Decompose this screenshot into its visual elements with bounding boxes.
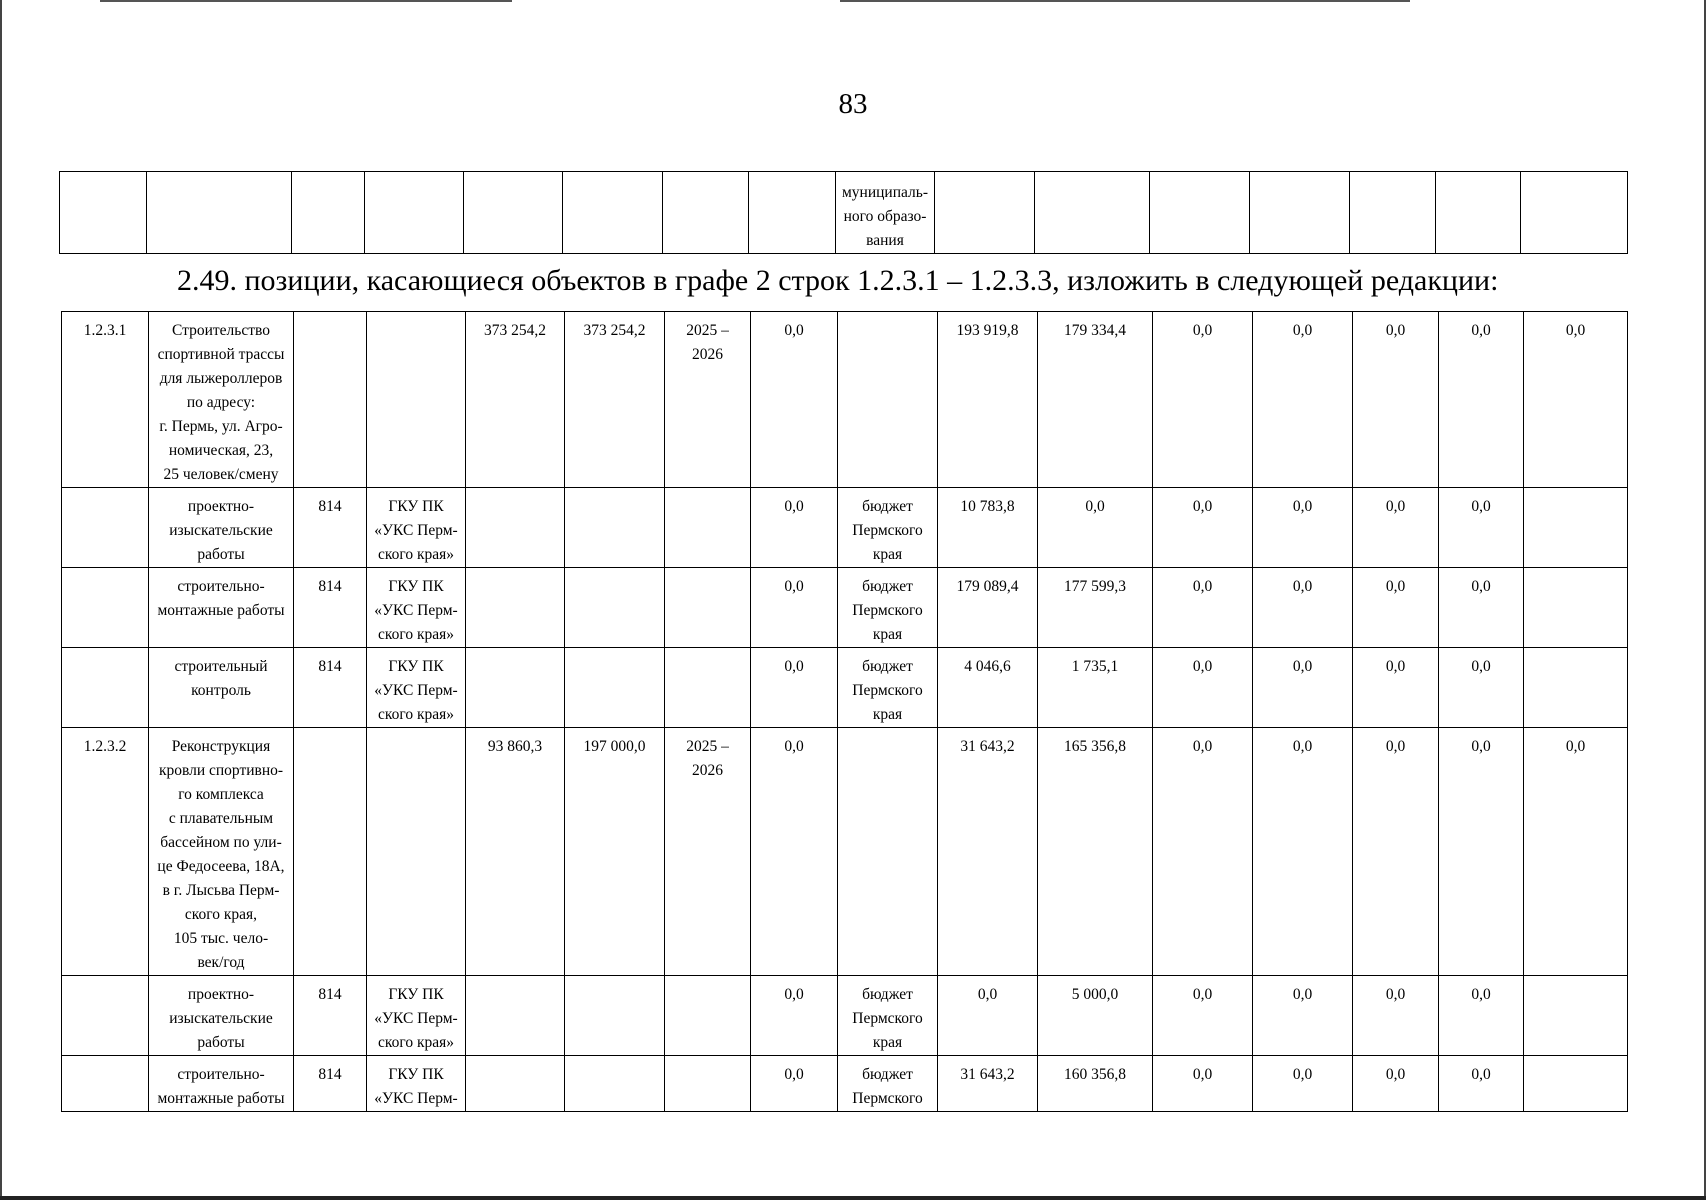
amount-2028-cell: 0,0 xyxy=(1253,728,1353,976)
funding-source-cell: бюджет Пермского xyxy=(838,1056,938,1112)
amount-2030-cell: 0,0 xyxy=(1439,488,1524,568)
object-name-cell: строительно- монтажные работы xyxy=(149,568,294,648)
table-row xyxy=(62,728,1628,976)
object-name-cell: проектно- изыскательские работы xyxy=(149,488,294,568)
row-number-cell xyxy=(62,648,149,728)
table-cell xyxy=(60,172,147,254)
amount-2030-cell: 0,0 xyxy=(1439,1056,1524,1112)
period-cell xyxy=(665,976,751,1056)
table-cell xyxy=(935,172,1035,254)
table-cell xyxy=(292,172,365,254)
amount-2026-cell: 0,0 xyxy=(1038,488,1153,568)
prior-years-amount-cell: 0,0 xyxy=(751,976,838,1056)
amount-2027-cell: 0,0 xyxy=(1153,568,1253,648)
amount-2028-cell: 0,0 xyxy=(1253,1056,1353,1112)
table-cell xyxy=(1035,172,1150,254)
amount-2027-cell: 0,0 xyxy=(1153,976,1253,1056)
estimated-cost-cell xyxy=(466,1056,565,1112)
amount-2029-cell: 0,0 xyxy=(1353,728,1439,976)
object-name-cell: проектно- изыскательские работы xyxy=(149,976,294,1056)
amount-2027-cell: 0,0 xyxy=(1153,648,1253,728)
admin-code-cell xyxy=(294,312,367,488)
funding-source-cell xyxy=(838,728,938,976)
funding-source-cell: бюджет Пермского края xyxy=(838,648,938,728)
estimated-cost-cell xyxy=(466,976,565,1056)
admin-code-cell xyxy=(294,728,367,976)
table-cell xyxy=(1436,172,1521,254)
row-number-cell xyxy=(62,488,149,568)
amount-2025-cell: 193 919,8 xyxy=(938,312,1038,488)
table-row xyxy=(62,568,1628,648)
amendment-instruction: 2.49. позиции, касающиеся объектов в графе 2 строк 1.2.3.1 – 1.2.3.3, изложить в следующей редакции: xyxy=(177,264,1499,297)
estimated-cost-cell: 373 254,2 xyxy=(466,312,565,488)
amount-2025-cell: 179 089,4 xyxy=(938,568,1038,648)
admin-code-cell: 814 xyxy=(294,976,367,1056)
funding-source-cell: бюджет Пермского края xyxy=(838,976,938,1056)
amount-later-cell xyxy=(1524,488,1628,568)
amount-2028-cell: 0,0 xyxy=(1253,568,1353,648)
amount-2030-cell: 0,0 xyxy=(1439,312,1524,488)
executor-cell xyxy=(367,312,466,488)
scan-edge-top-left xyxy=(100,0,512,2)
amount-2029-cell: 0,0 xyxy=(1353,1056,1439,1112)
executor-cell: ГКУ ПК «УКС Перм- xyxy=(367,1056,466,1112)
amount-2029-cell: 0,0 xyxy=(1353,976,1439,1056)
amount-later-cell: 0,0 xyxy=(1524,728,1628,976)
amount-2026-cell: 179 334,4 xyxy=(1038,312,1153,488)
row-number-cell xyxy=(62,976,149,1056)
funding-source-cell xyxy=(838,312,938,488)
amount-2028-cell: 0,0 xyxy=(1253,488,1353,568)
admin-code-cell: 814 xyxy=(294,1056,367,1112)
amount-2027-cell: 0,0 xyxy=(1153,1056,1253,1112)
cost-limit-cell xyxy=(565,976,665,1056)
estimated-cost-cell xyxy=(466,568,565,648)
amount-2027-cell: 0,0 xyxy=(1153,312,1253,488)
cost-limit-cell xyxy=(565,648,665,728)
amount-2029-cell: 0,0 xyxy=(1353,488,1439,568)
previous-table-fragment xyxy=(59,171,1628,254)
cost-limit-cell xyxy=(565,488,665,568)
page-number: 83 xyxy=(838,88,868,120)
amount-later-cell xyxy=(1524,1056,1628,1112)
estimated-cost-cell: 93 860,3 xyxy=(466,728,565,976)
object-name-cell: Реконструкция кровли спортивно- го комплекса с плавательным бассейном по ули- це Федосеева, 18А, в г. Лысьва Перм- ского края, 105 тыс. чело- век/год xyxy=(149,728,294,976)
prior-years-amount-cell: 0,0 xyxy=(751,312,838,488)
period-cell xyxy=(665,568,751,648)
table-cell xyxy=(663,172,749,254)
row-number-cell: 1.2.3.1 xyxy=(62,312,149,488)
table-row xyxy=(62,1056,1628,1112)
estimated-cost-cell xyxy=(466,648,565,728)
scan-edge-bottom xyxy=(0,1196,1706,1200)
amount-2025-cell: 31 643,2 xyxy=(938,728,1038,976)
executor-cell: ГКУ ПК «УКС Перм- ского края» xyxy=(367,488,466,568)
admin-code-cell: 814 xyxy=(294,648,367,728)
period-cell xyxy=(665,648,751,728)
amount-2026-cell: 160 356,8 xyxy=(1038,1056,1153,1112)
amount-2026-cell: 165 356,8 xyxy=(1038,728,1153,976)
table-cell xyxy=(464,172,563,254)
amount-2030-cell: 0,0 xyxy=(1439,648,1524,728)
table-cell xyxy=(1521,172,1628,254)
admin-code-cell: 814 xyxy=(294,568,367,648)
amount-2027-cell: 0,0 xyxy=(1153,728,1253,976)
table-cell: муниципаль- ного образо- вания xyxy=(836,172,935,254)
row-number-cell xyxy=(62,568,149,648)
amount-2028-cell: 0,0 xyxy=(1253,976,1353,1056)
scan-edge-left xyxy=(0,0,2,1200)
row-number-cell xyxy=(62,1056,149,1112)
funding-source-cell: бюджет Пермского края xyxy=(838,488,938,568)
objects-table xyxy=(61,311,1628,1112)
row-number-cell: 1.2.3.2 xyxy=(62,728,149,976)
amount-2025-cell: 0,0 xyxy=(938,976,1038,1056)
amount-2025-cell: 10 783,8 xyxy=(938,488,1038,568)
amount-2026-cell: 1 735,1 xyxy=(1038,648,1153,728)
cost-limit-cell: 197 000,0 xyxy=(565,728,665,976)
amount-later-cell: 0,0 xyxy=(1524,312,1628,488)
prior-years-amount-cell: 0,0 xyxy=(751,568,838,648)
executor-cell: ГКУ ПК «УКС Перм- ского края» xyxy=(367,648,466,728)
table-cell xyxy=(1150,172,1250,254)
amount-2028-cell: 0,0 xyxy=(1253,648,1353,728)
table-cell xyxy=(147,172,292,254)
executor-cell: ГКУ ПК «УКС Перм- ского края» xyxy=(367,568,466,648)
table-cell xyxy=(1350,172,1436,254)
prior-years-amount-cell: 0,0 xyxy=(751,488,838,568)
estimated-cost-cell xyxy=(466,488,565,568)
amount-2027-cell: 0,0 xyxy=(1153,488,1253,568)
object-name-cell: строительный контроль xyxy=(149,648,294,728)
amount-2029-cell: 0,0 xyxy=(1353,312,1439,488)
amount-2030-cell: 0,0 xyxy=(1439,976,1524,1056)
admin-code-cell: 814 xyxy=(294,488,367,568)
amount-later-cell xyxy=(1524,568,1628,648)
cost-limit-cell xyxy=(565,568,665,648)
table-row xyxy=(62,312,1628,488)
scan-edge-top-right xyxy=(840,0,1410,2)
table-row xyxy=(62,488,1628,568)
cost-limit-cell xyxy=(565,1056,665,1112)
amount-2025-cell: 31 643,2 xyxy=(938,1056,1038,1112)
table-row xyxy=(60,172,1628,254)
executor-cell: ГКУ ПК «УКС Перм- ского края» xyxy=(367,976,466,1056)
funding-source-cell: бюджет Пермского края xyxy=(838,568,938,648)
table-row xyxy=(62,976,1628,1056)
prior-years-amount-cell: 0,0 xyxy=(751,648,838,728)
object-name-cell: строительно- монтажные работы xyxy=(149,1056,294,1112)
object-name-cell: Строительство спортивной трассы для лыжероллеров по адресу: г. Пермь, ул. Агро- номическая, 23, 25 человек/смену xyxy=(149,312,294,488)
amount-2030-cell: 0,0 xyxy=(1439,728,1524,976)
period-cell xyxy=(665,1056,751,1112)
cost-limit-cell: 373 254,2 xyxy=(565,312,665,488)
period-cell xyxy=(665,488,751,568)
executor-cell xyxy=(367,728,466,976)
amount-2029-cell: 0,0 xyxy=(1353,568,1439,648)
table-cell xyxy=(563,172,663,254)
prior-years-amount-cell: 0,0 xyxy=(751,728,838,976)
amount-2030-cell: 0,0 xyxy=(1439,568,1524,648)
amount-2026-cell: 5 000,0 xyxy=(1038,976,1153,1056)
table-cell xyxy=(749,172,836,254)
period-cell: 2025 – 2026 xyxy=(665,312,751,488)
amount-later-cell xyxy=(1524,976,1628,1056)
table-row xyxy=(62,648,1628,728)
amount-2028-cell: 0,0 xyxy=(1253,312,1353,488)
prior-years-amount-cell: 0,0 xyxy=(751,1056,838,1112)
amount-2026-cell: 177 599,3 xyxy=(1038,568,1153,648)
amount-later-cell xyxy=(1524,648,1628,728)
amount-2029-cell: 0,0 xyxy=(1353,648,1439,728)
amount-2025-cell: 4 046,6 xyxy=(938,648,1038,728)
table-cell xyxy=(1250,172,1350,254)
period-cell: 2025 – 2026 xyxy=(665,728,751,976)
table-cell xyxy=(365,172,464,254)
